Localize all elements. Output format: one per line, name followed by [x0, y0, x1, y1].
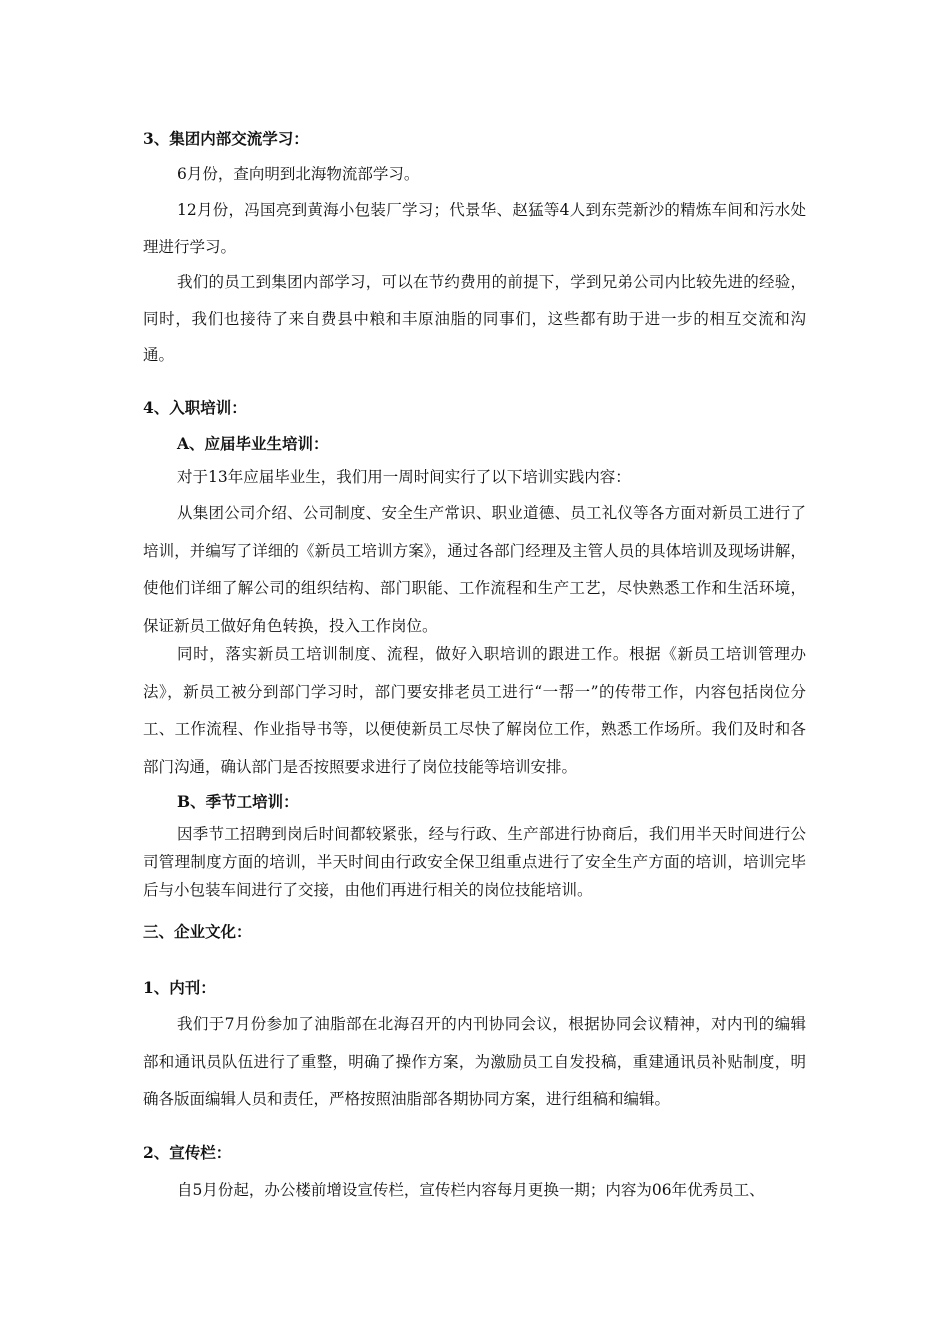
section-heading-internal-exchange: 3、集团内部交流学习： [143, 129, 309, 148]
paragraph: 我们于7月份参加了油脂部在北海召开的内刊协同会议，根据协同会议精神，对内刊的编辑部和通讯员队伍进行了重整，明确了操作方案，为激励员工自发投稿，重建通讯员补贴制度，明确各版面编辑人员和责任，严格按照油脂部各期协同方案，进行组稿和编辑。 [143, 1015, 806, 1108]
paragraph: 12月份，冯国亮到黄海小包装厂学习；代景华、赵猛等4人到东莞新沙的精炼车间和污水处理进行学习。 [143, 201, 806, 256]
section-heading-corporate-culture: 三、企业文化： [143, 922, 252, 941]
paragraph: 同时，落实新员工培训制度、流程，做好入职培训的跟进工作。根据《新员工培训管理办法》，新员工被分到部门学习时，部门要安排老员工进行“一帮一”的传带工作，内容包括岗位分工、工作流程、作业指导书等，以便使新员工尽快了解岗位工作，熟悉工作场所。我们及时和各部门沟通，确认部门是否按照要求进行了岗位技能等培训安排。 [143, 645, 806, 776]
paragraph: 因季节工招聘到岗后时间都较紧张，经与行政、生产部进行协商后，我们用半天时间进行公司管理制度方面的培训，半天时间由行政安全保卫组重点进行了安全生产方面的培训，培训完毕后与小包装车间进行了交接，由他们再进行相关的岗位技能培训。 [143, 825, 806, 899]
section-heading-onboarding: 4、入职培训： [143, 398, 247, 417]
section-heading-bulletin-board: 2、宣传栏： [143, 1143, 232, 1162]
section-heading-internal-journal: 1、内刊： [143, 978, 216, 997]
subheading-graduate-training: A、应届毕业生培训： [177, 434, 329, 453]
subheading-seasonal-training: B、季节工培训： [177, 792, 299, 811]
paragraph: 自5月份起，办公楼前增设宣传栏，宣传栏内容每月更换一期；内容为06年优秀员工、 [177, 1181, 765, 1199]
paragraph: 对于13年应届毕业生，我们用一周时间实行了以下培训实践内容： [177, 468, 631, 486]
paragraph: 6月份，查向明到北海物流部学习。 [177, 165, 420, 183]
paragraph: 我们的员工到集团内部学习，可以在节约费用的前提下，学到兄弟公司内比较先进的经验，同时，我们也接待了来自费县中粮和丰原油脂的同事们，这些都有助于进一步的相互交流和沟通。 [143, 273, 806, 364]
paragraph: 从集团公司介绍、公司制度、安全生产常识、职业道德、员工礼仪等各方面对新员工进行了培训，并编写了详细的《新员工培训方案》，通过各部门经理及主管人员的具体培训及现场讲解，使他们详细了解公司的组织结构、部门职能、工作流程和生产工艺，尽快熟悉工作和生活环境，保证新员工做好角色转换，投入工作岗位。 [143, 504, 806, 635]
